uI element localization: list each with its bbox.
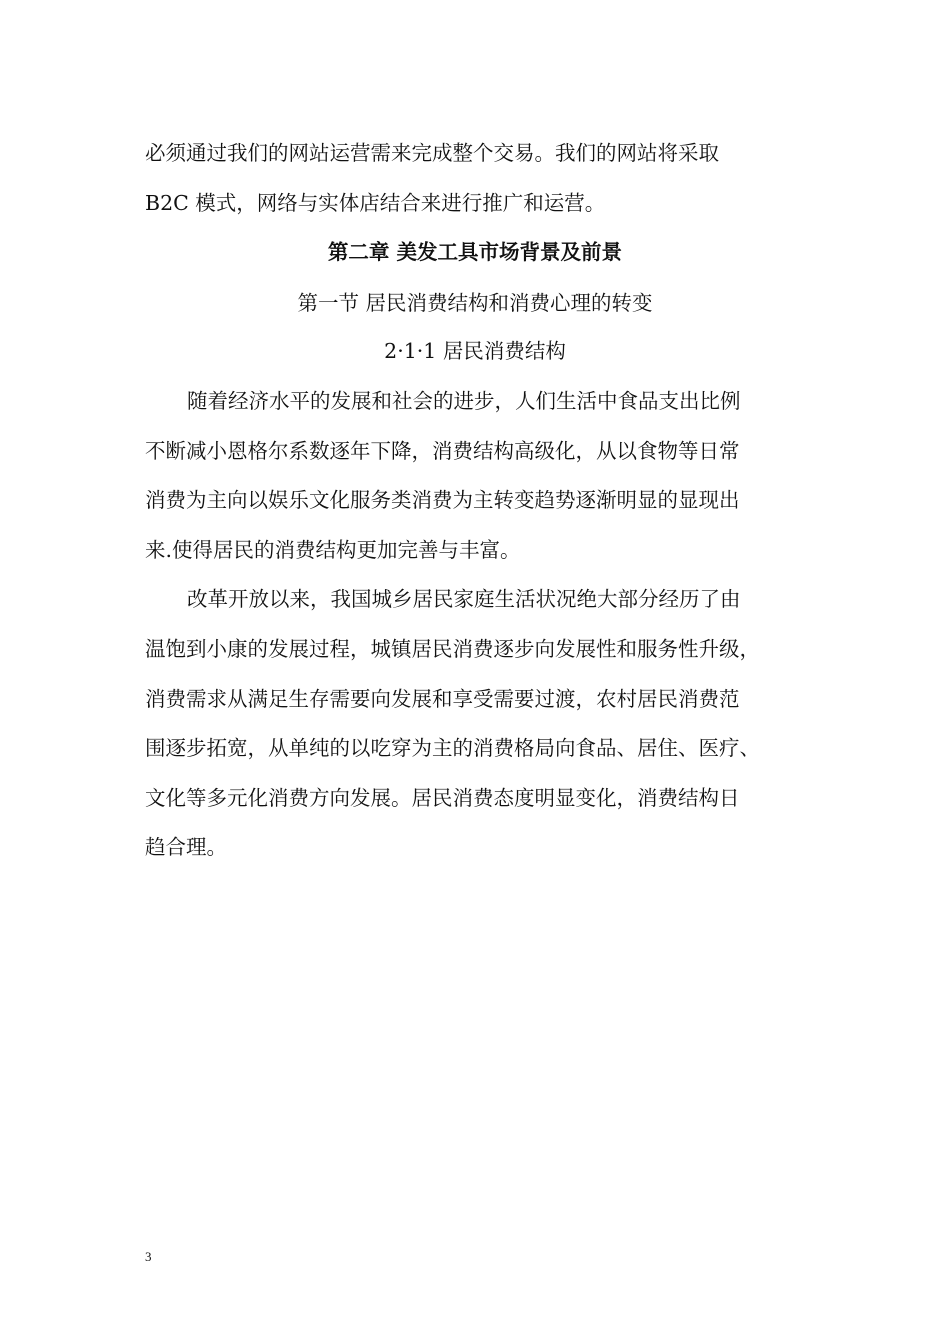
subsection-title: 2·1·1 居民消费结构	[384, 339, 566, 363]
text-line: 消费需求从满足生存需要向发展和享受需要过渡，农村居民消费范	[145, 687, 740, 711]
section-title: 第一节 居民消费结构和消费心理的转变	[297, 291, 653, 315]
text-line: 消费为主向以娱乐文化服务类消费为主转变趋势逐渐明显的显现出	[145, 488, 740, 512]
text-line: 随着经济水平的发展和社会的进步，人们生活中食品支出比例	[187, 389, 741, 413]
page-number: 3	[145, 1249, 152, 1264]
chapter-title: 第二章 美发工具市场背景及前景	[327, 240, 623, 264]
text-line: 文化等多元化消费方向发展。居民消费态度明显变化，消费结构日	[145, 786, 740, 810]
text-line: 来.使得居民的消费结构更加完善与丰富。	[145, 538, 521, 562]
text-line: B2C 模式，网络与实体店结合来进行推广和运营。	[145, 191, 606, 215]
text-line: 温饱到小康的发展过程，城镇居民消费逐步向发展性和服务性升级，	[145, 637, 760, 661]
text-line: 必须通过我们的网站运营需来完成整个交易。我们的网站将采取	[145, 141, 719, 165]
text-line: 围逐步拓宽，从单纯的以吃穿为主的消费格局向食品、居住、医疗、	[145, 736, 760, 760]
text-line: 不断减小恩格尔系数逐年下降，消费结构高级化，从以食物等日常	[145, 439, 740, 463]
text-line: 改革开放以来，我国城乡居民家庭生活状况绝大部分经历了由	[187, 587, 741, 611]
text-line: 趋合理。	[145, 835, 227, 859]
